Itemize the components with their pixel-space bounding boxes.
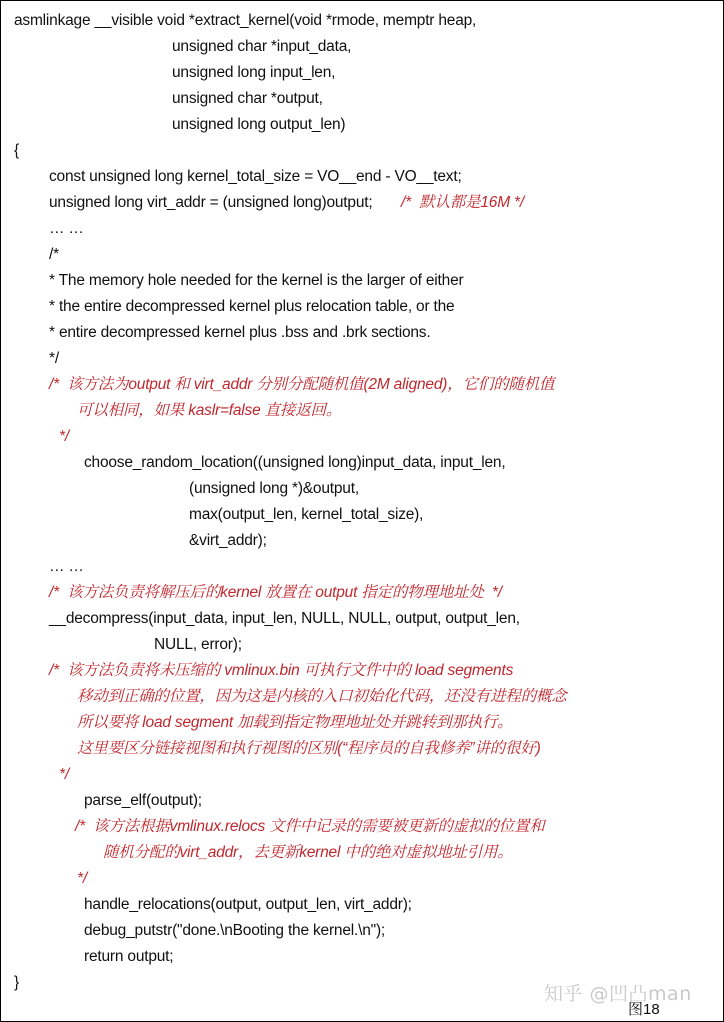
code-line: handle_relocations(output, output_len, virt_addr); (84, 896, 412, 913)
code-line: NULL, error); (154, 636, 242, 653)
code-line: * the entire decompressed kernel plus relocation table, or the (49, 298, 455, 315)
code-line: unsigned long input_len, (172, 64, 336, 81)
code-line: __decompress(input_data, input_len, NULL, NULL, output, output_len, (49, 610, 520, 627)
code-line: * The memory hole needed for the kernel is the larger of either (49, 272, 464, 289)
code-comment-line: 移动到正确的位置，因为这是内核的入口初始化代码，还没有进程的概念 (77, 688, 567, 705)
code-comment-line: */ (59, 766, 69, 783)
code-line: &virt_addr); (189, 532, 267, 549)
code-comment-line: 所以要将 load segment 加载到指定物理地址处并跳转到那执行。 (77, 714, 513, 731)
code-line: … … (49, 558, 84, 575)
code-line: parse_elf(output); (84, 792, 202, 809)
code-comment-line: /* 该方法根据vmlinux.relocs 文件中记录的需要被更新的虚拟的位置和 (75, 818, 545, 835)
code-line: * entire decompressed kernel plus .bss and .brk sections. (49, 324, 431, 341)
code-line: … … (49, 220, 84, 237)
code-comment-line: */ (59, 428, 69, 445)
code-comment-line: /* 默认都是16M */ (401, 194, 524, 211)
code-line: } (14, 974, 19, 991)
code-line: unsigned long output_len) (172, 116, 346, 133)
code-line: asmlinkage __visible void *extract_kernel(void *rmode, memptr heap, (14, 12, 477, 29)
code-comment-line: 随机分配的virt_addr，去更新kernel 中的绝对虚拟地址引用。 (103, 844, 513, 861)
code-line: unsigned char *input_data, (172, 38, 352, 55)
code-comment-line: /* 该方法负责将解压后的kernel 放置在 output 指定的物理地址处 */ (49, 584, 502, 601)
code-comment-line: /* 该方法负责将未压缩的 vmlinux.bin 可执行文件中的 load segments (49, 662, 514, 679)
figure-caption: 图18 (628, 1001, 660, 1018)
code-line: { (14, 142, 19, 159)
code-line: debug_putstr("done.\nBooting the kernel.\n"); (84, 922, 386, 939)
code-line: /* (49, 246, 59, 263)
code-line: max(output_len, kernel_total_size), (189, 506, 424, 523)
code-line: const unsigned long kernel_total_size = VO__end - VO__text; (49, 168, 462, 185)
code-comment-line: 这里要区分链接视图和执行视图的区别(“程序员的自我修养”讲的很好) (77, 740, 541, 757)
code-comment-line: */ (77, 870, 87, 887)
code-line: */ (49, 350, 59, 367)
code-comment-line: /* 该方法为output 和 virt_addr 分别分配随机值(2M aligned)，它们的随机值 (49, 376, 555, 393)
code-line: return output; (84, 948, 174, 965)
code-line: unsigned char *output, (172, 90, 323, 107)
code-line: unsigned long virt_addr = (unsigned long)output; (49, 194, 373, 211)
watermark: 知乎 @凹凸man (544, 983, 692, 1005)
code-line: (unsigned long *)&output, (189, 480, 359, 497)
code-comment-line: 可以相同，如果 kaslr=false 直接返回。 (77, 402, 342, 419)
code-line: choose_random_location((unsigned long)input_data, input_len, (84, 454, 506, 471)
